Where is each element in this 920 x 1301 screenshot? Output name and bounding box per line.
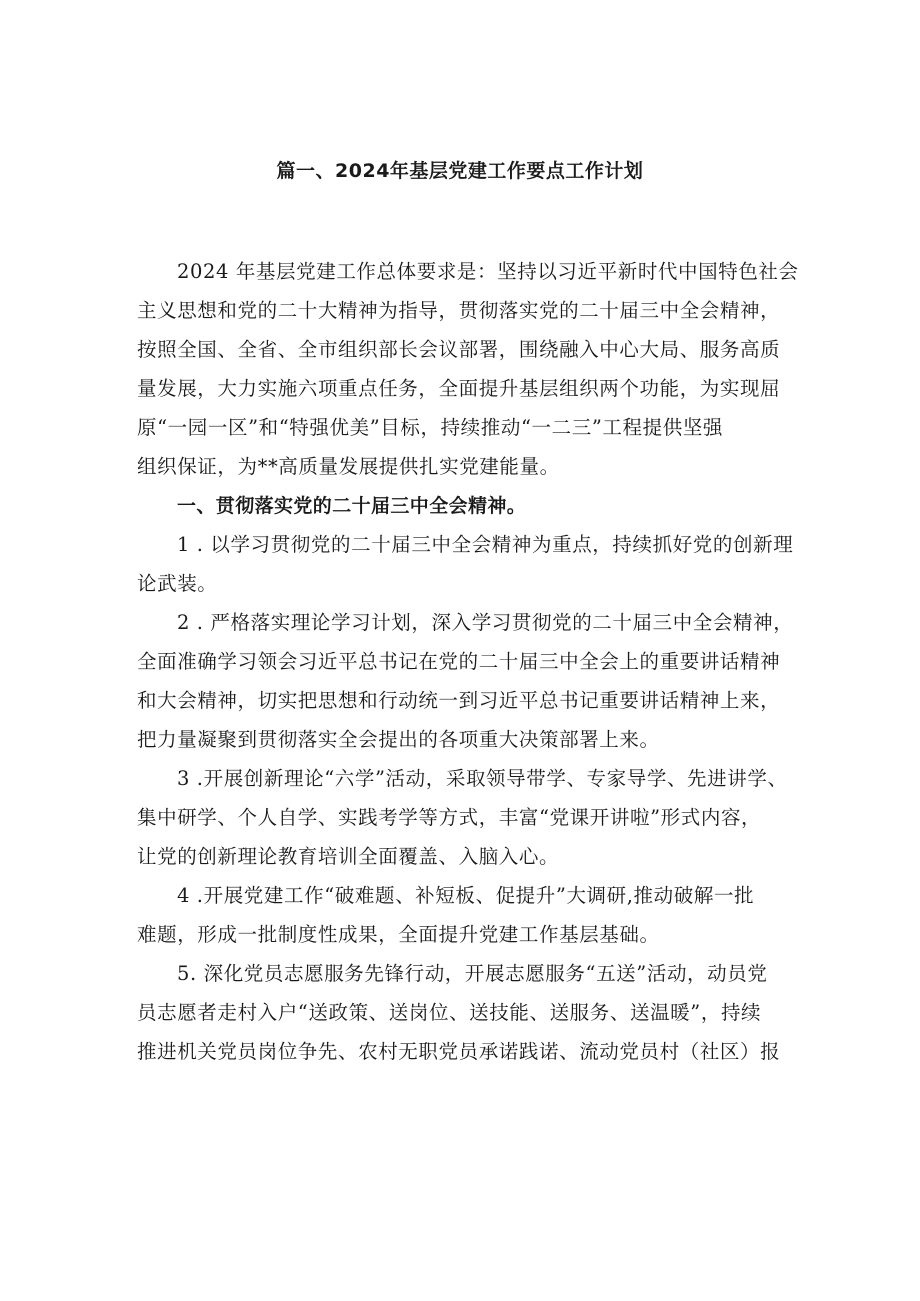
paragraph-line: 按照全国、全省、全市组织部长会议部署，围绕融入中心大局、服务高质 xyxy=(137,338,781,361)
paragraph-line: 原“一园一区”和“特强优美”目标，持续推动“一二三”工程提供坚强 xyxy=(137,416,724,439)
paragraph-line: 和大会精神，切实把思想和行动统一到习近平总书记重要讲话精神上来， xyxy=(137,689,781,712)
paragraph-line: 5. 深化党员志愿服务先锋行动，开展志愿服务“五送”活动，动员党 xyxy=(177,962,768,985)
paragraph-line: 员志愿者走村入户“送政策、送岗位、送技能、送服务、送温暖”，持续 xyxy=(137,1001,762,1024)
paragraph-line: 全面准确学习领会习近平总书记在党的二十届三中全会上的重要讲话精神 xyxy=(137,650,781,673)
paragraph-line: 2 . 严格落实理论学习计划，深入学习贯彻党的二十届三中全会精神， xyxy=(177,611,794,634)
paragraph-line: 论武装。 xyxy=(137,572,218,595)
section-heading: 一、贯彻落实党的二十届三中全会精神。 xyxy=(177,495,527,517)
paragraph-line: 量发展，大力实施六项重点任务，全面提升基层组织两个功能，为实现屈 xyxy=(137,377,781,400)
document-title: 篇一、2024年基层党建工作要点工作计划 xyxy=(276,160,644,182)
paragraph-line: 难题，形成一批制度性成果，全面提升党建工作基层基础。 xyxy=(137,923,660,946)
paragraph-line: 1 . 以学习贯彻党的二十届三中全会精神为重点，持续抓好党的创新理 xyxy=(177,533,794,556)
paragraph-line: 集中研学、个人自学、实践考学等方式，丰富“党课开讲啦”形式内容， xyxy=(137,806,762,829)
paragraph-line: 2024 年基层党建工作总体要求是：坚持以习近平新时代中国特色社会 xyxy=(177,260,799,283)
paragraph-line: 让党的创新理论教育培训全面覆盖、入脑入心。 xyxy=(137,845,560,868)
paragraph-line: 组织保证，为**高质量发展提供扎实党建能量。 xyxy=(137,455,560,478)
paragraph-line: 3 .开展创新理论“六学”活动，采取领导带学、专家导学、先进讲学、 xyxy=(177,767,788,790)
paragraph-line: 主义思想和党的二十大精神为指导，贯彻落实党的二十届三中全会精神， xyxy=(137,299,781,322)
paragraph-line: 把力量凝聚到贯彻落实全会提出的各项重大决策部署上来。 xyxy=(137,728,660,751)
paragraph-line: 推进机关党员岗位争先、农村无职党员承诺践诺、流动党员村（社区）报 xyxy=(137,1040,781,1063)
paragraph-line: 4 .开展党建工作“破难题、补短板、促提升”大调研,推动破解一批 xyxy=(177,884,755,907)
